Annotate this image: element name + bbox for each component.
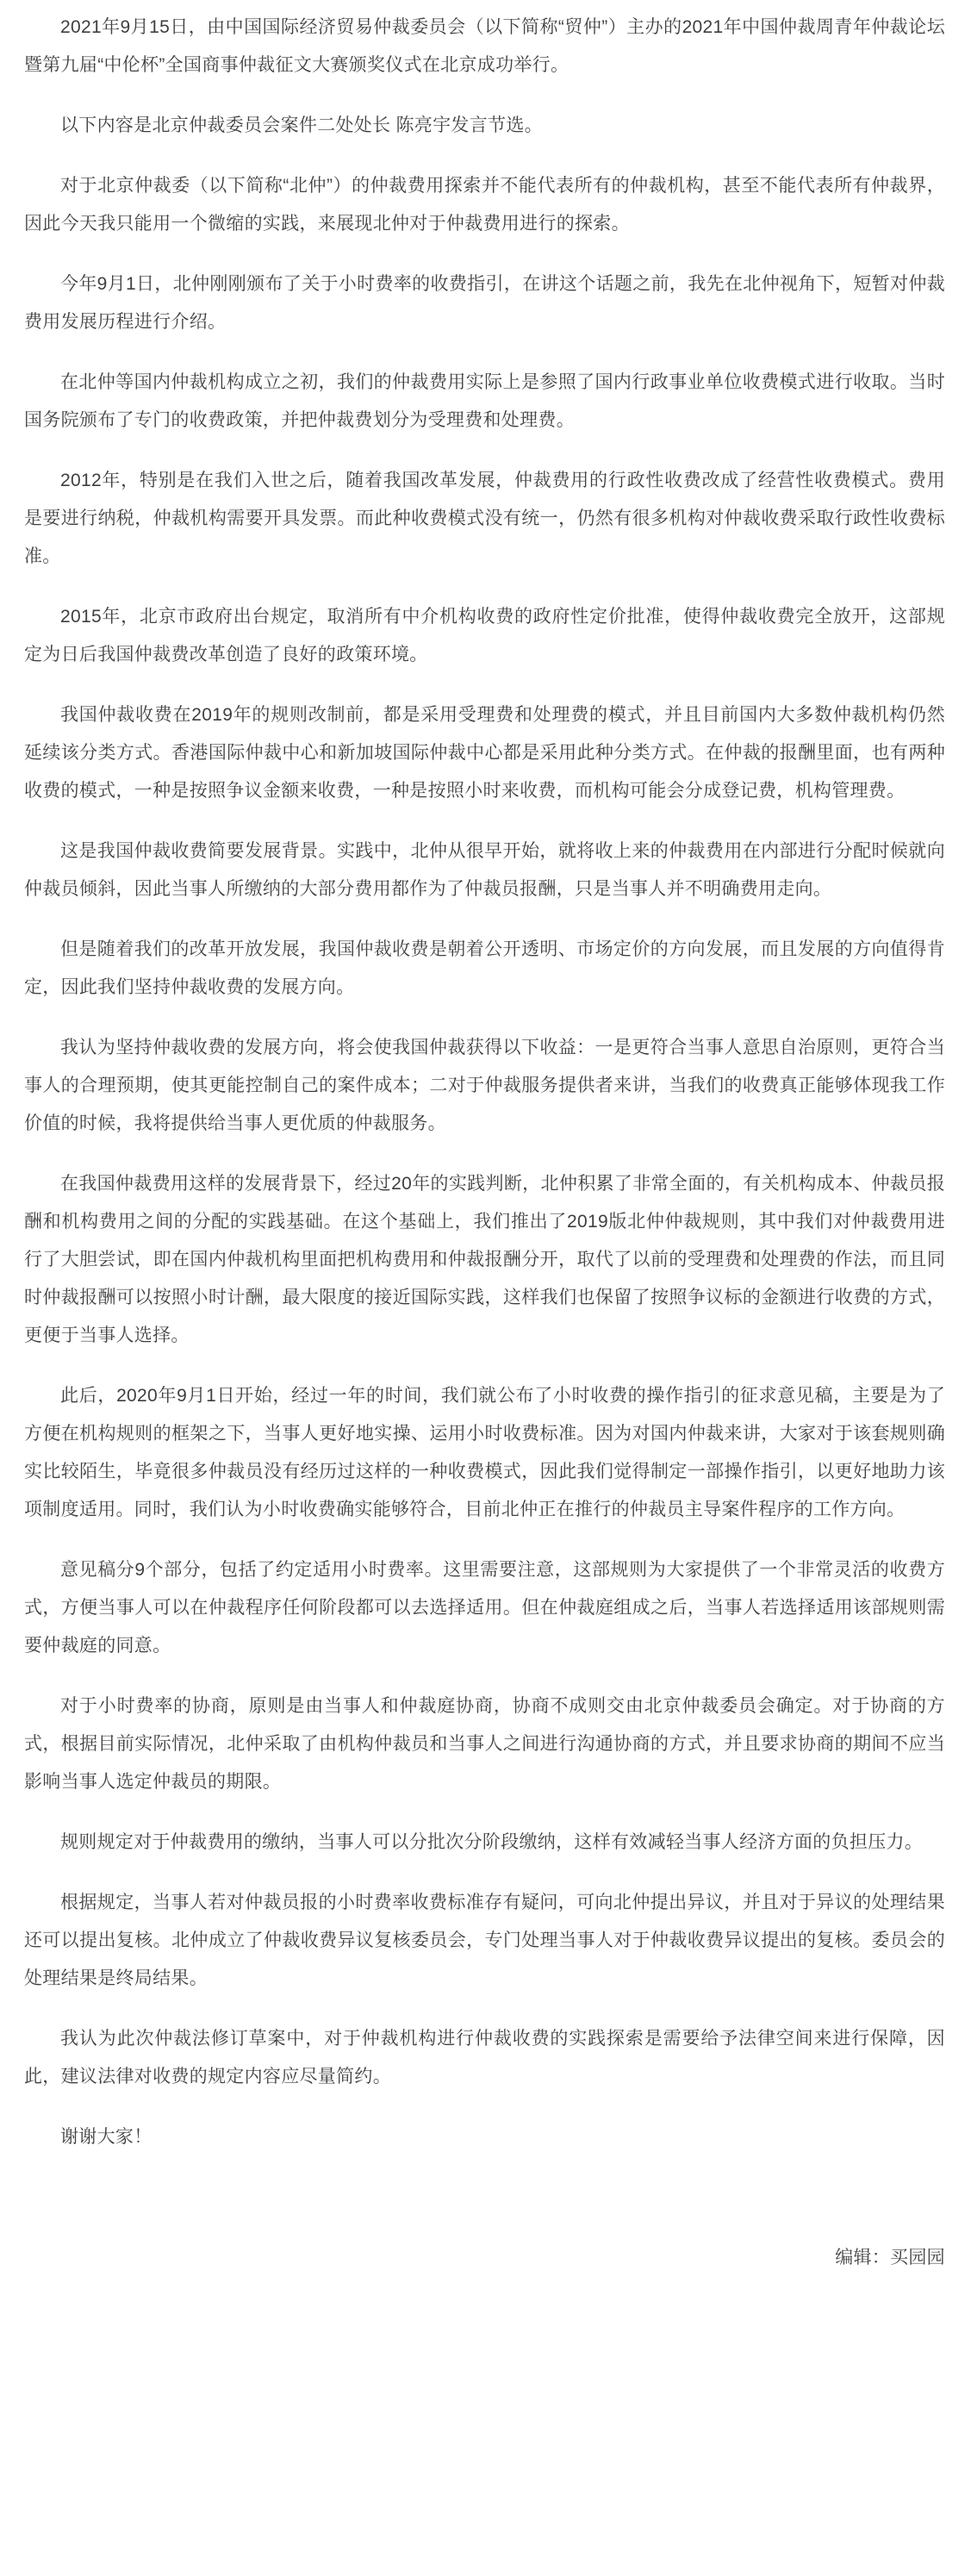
paragraph: 规则规定对于仲裁费用的缴纳，当事人可以分批次分阶段缴纳，这样有效减轻当事人经济方面的负担压力。	[60, 1832, 924, 1852]
paragraph: 对于北京仲裁委（以下简称“北仲”）的仲裁费用探索并不能代表所有的仲裁机构，甚至不能代表所有仲裁界，因此今天我只能用一个微缩的实践，来展现北仲对于仲裁费用进行的探索。	[24, 176, 945, 234]
editor-credit: 编辑：买园园	[835, 2248, 945, 2267]
paragraph: 对于小时费率的协商，原则是由当事人和仲裁庭协商，协商不成则交由北京仲裁委员会确定。对于协商的方式，根据目前实际情况，北仲采取了由机构仲裁员和当事人之间进行沟通协商的方式，并且要求协商的期间不应当影响当事人选定仲裁员的期限。	[24, 1696, 945, 1792]
paragraph: 2012年，特别是在我们入世之后，随着我国改革发展，仲裁费用的行政性收费改成了经营性收费模式。费用是要进行纳税，仲裁机构需要开具发票。而此种收费模式没有统一，仍然有很多机构对仲裁收费采取行政性收费标准。	[24, 471, 945, 566]
paragraph: 在北仲等国内仲裁机构成立之初，我们的仲裁费用实际上是参照了国内行政事业单位收费模式进行收取。当时国务院颁布了专门的收费政策，并把仲裁费划分为受理费和处理费。	[24, 372, 945, 430]
paragraph: 这是我国仲裁收费简要发展背景。实践中，北仲从很早开始，就将收上来的仲裁费用在内部进行分配时候就向仲裁员倾斜，因此当事人所缴纳的大部分费用都作为了仲裁员报酬，只是当事人并不明确费用走向。	[24, 841, 945, 899]
paragraph: 2015年，北京市政府出台规定，取消所有中介机构收费的政府性定价批准，使得仲裁收费完全放开，这部规定为日后我国仲裁费改革创造了良好的政策环境。	[24, 607, 945, 664]
paragraph: 今年9月1日，北仲刚刚颁布了关于小时费率的收费指引，在讲这个话题之前，我先在北仲视角下，短暂对仲裁费用发展历程进行介绍。	[24, 274, 945, 332]
paragraph: 在我国仲裁费用这样的发展背景下，经过20年的实践判断，北仲积累了非常全面的，有关机构成本、仲裁员报酬和机构费用之间的分配的实践基础。在这个基础上，我们推出了2019版北仲仲裁规则，其中我们对仲裁费用进行了大胆尝试，即在国内仲裁机构里面把机构费用和仲裁报酬分开，取代了以前的受理费和处理费的作法，而且同时仲裁报酬可以按照小时计酬，最大限度的接近国际实践，这样我们也保留了按照争议标的金额进行收费的方式，更便于当事人选择。	[24, 1174, 945, 1345]
paragraph: 我国仲裁收费在2019年的规则改制前，都是采用受理费和处理费的模式，并且目前国内大多数仲裁机构仍然延续该分类方式。香港国际仲裁中心和新加坡国际仲裁中心都是采用此种分类方式。在仲裁的报酬里面，也有两种收费的模式，一种是按照争议金额来收费，一种是按照小时来收费，而机构可能会分成登记费，机构管理费。	[24, 705, 945, 801]
paragraph: 以下内容是北京仲裁委员会案件二处处长 陈亮宇发言节选。	[60, 115, 543, 135]
article-body	[24, 9, 945, 2156]
paragraph: 我认为此次仲裁法修订草案中，对于仲裁机构进行仲裁收费的实践探索是需要给予法律空间来进行保障，因此，建议法律对收费的规定内容应尽量简约。	[24, 2029, 945, 2086]
paragraph: 根据规定，当事人若对仲裁员报的小时费率收费标准存有疑问，可向北仲提出异议，并且对于异议的处理结果还可以提出复核。北仲成立了仲裁收费异议复核委员会，专门处理当事人对于仲裁收费异议提出的复核。委员会的处理结果是终局结果。	[24, 1893, 945, 1988]
paragraph: 我认为坚持仲裁收费的发展方向，将会使我国仲裁获得以下收益：一是更符合当事人意思自治原则，更符合当事人的合理预期，使其更能控制自己的案件成本；二对于仲裁服务提供者来讲，当我们的收费真正能够体现我工作价值的时候，我将提供给当事人更优质的仲裁服务。	[24, 1038, 945, 1133]
paragraph: 但是随着我们的改革开放发展，我国仲裁收费是朝着公开透明、市场定价的方向发展，而且发展的方向值得肯定，因此我们坚持仲裁收费的发展方向。	[24, 939, 945, 997]
paragraph: 2021年9月15日，由中国国际经济贸易仲裁委员会（以下简称“贸仲”）主办的2021年中国仲裁周青年仲裁论坛暨第九届“中伦杯”全国商事仲裁征文大赛颁奖仪式在北京成功举行。	[24, 17, 945, 75]
paragraph: 此后，2020年9月1日开始，经过一年的时间，我们就公布了小时收费的操作指引的征求意见稿，主要是为了方便在机构规则的框架之下，当事人更好地实操、运用小时收费标准。因为对国内仲裁来讲，大家对于该套规则确实比较陌生，毕竟很多仲裁员没有经历过这样的一种收费模式，因此我们觉得制定一部操作指引，以更好地助力该项制度适用。同时，我们认为小时收费确实能够符合，目前北仲正在推行的仲裁员主导案件程序的工作方向。	[24, 1386, 945, 1519]
paragraph: 谢谢大家！	[60, 2127, 152, 2147]
paragraph: 意见稿分9个部分，包括了约定适用小时费率。这里需要注意，这部规则为大家提供了一个非常灵活的收费方式，方便当事人可以在仲裁程序任何阶段都可以去选择适用。但在仲裁庭组成之后，当事人若选择适用该部规则需要仲裁庭的同意。	[24, 1560, 945, 1656]
